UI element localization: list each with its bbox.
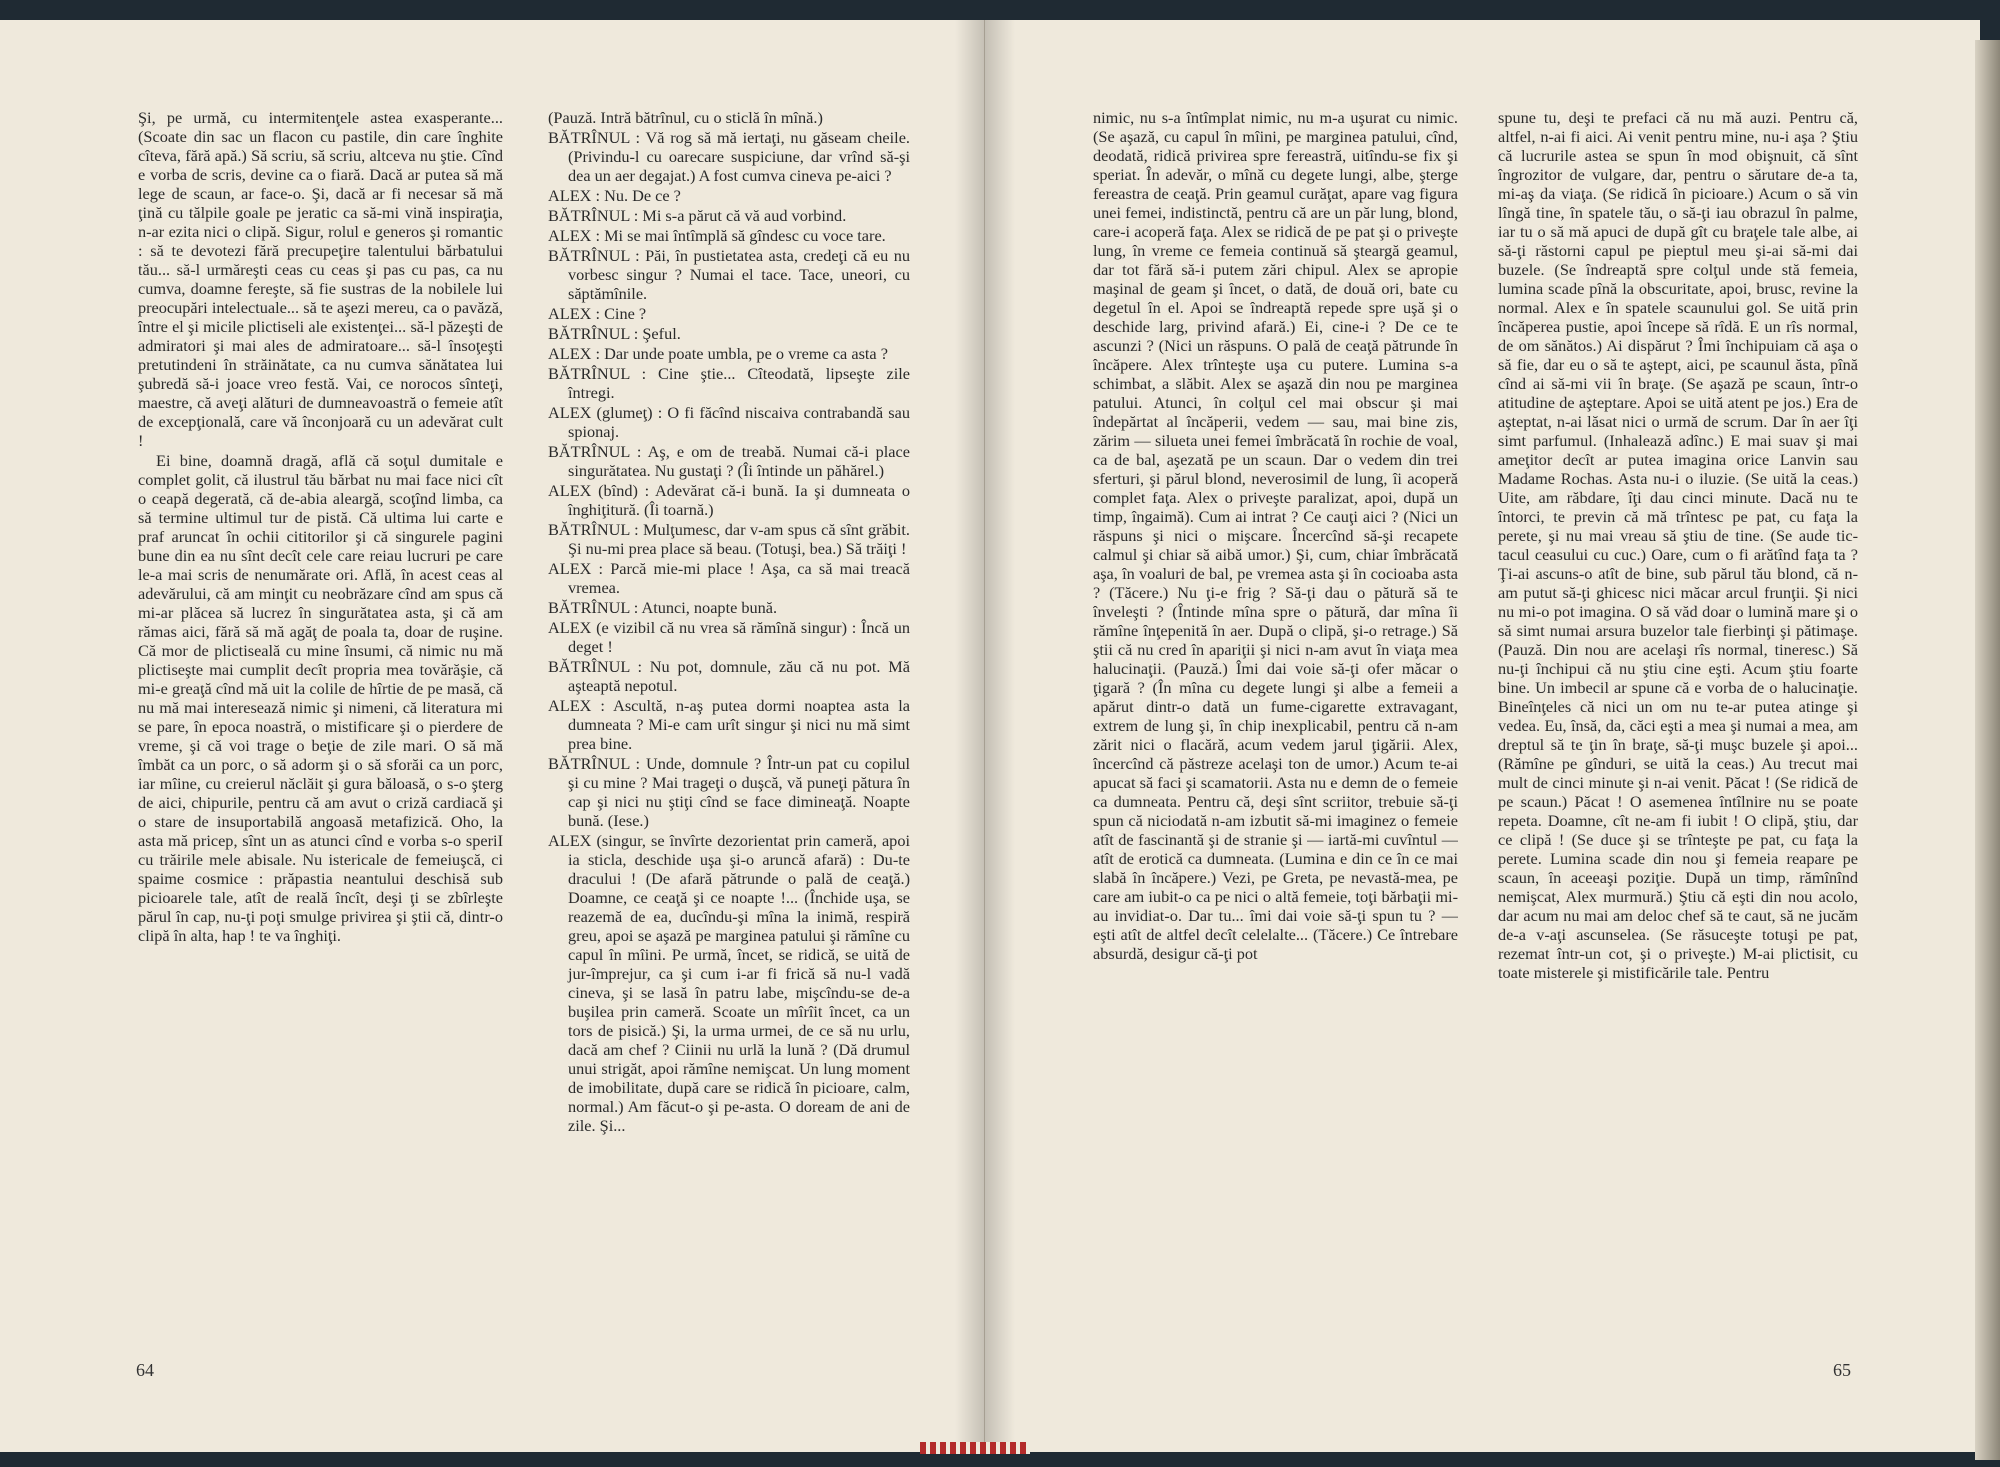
dialogue-line: ALEX (glumeţ) : O fi făcînd niscaiva contrabandă sau spionaj. [548, 403, 910, 441]
dialogue-line: BĂTRÎNUL : Nu pot, domnule, zău că nu pot. Mă aşteaptă nepotul. [548, 657, 910, 695]
dialogue-line: ALEX (singur, se învîrte dezorientat prin cameră, apoi ia sticla, deschide uşa şi-o aruncă afară) : Du-te dracului ! (De afară pătrunde o pală de ceaţă.) Doamne, ce ceaţă şi ce noapte !... (Închide uşa, se reazemă de ea, ducîndu-şi mîna la inimă, respiră greu, apoi se aşază pe marginea patului şi rămîne cu capul în mîini. Pe urmă, încet, se ridică, se uită de jur-împrejur, ca şi cum i-ar fi frică să nu-l vadă cineva, şi se lasă în patru labe, mişcîndu-se de-a buşilea prin cameră. Scoate un mîrîit încet, ca un tors de pisică.) Şi, la urma urmei, de ce să nu urlu, dacă am chef ? Ciinii nu urlă la lună ? (Dă drumul unui strigăt, apoi rămîne nemişcat. Un lung moment de imobilitate, după care se ridică în picioare, calm, normal.) Am făcut-o şi pe-asta. O doream de ani de zile. Şi... [548, 831, 910, 1135]
dialogue-line: ALEX : Mi se mai întîmplă să gîndesc cu voce tare. [548, 226, 886, 245]
dialogue-line: ALEX : Cine ? [548, 304, 647, 323]
left-column-1 [138, 108, 503, 1388]
paragraph: Şi, pe urmă, cu intermitenţele astea exasperante... (Scoate din sac un flacon cu pastile, din care înghite cîteva, fără apă.) Să scriu, să scriu, altceva nu ştie. Cînd e vorba de scris, devine ca o fiară. Dacă ar putea să mă lege de scaun, ar face-o. Şi, dacă ar fi necesar să mă ţină cu tălpile goale pe jeratic ca să-mi vină inspiraţia, n-ar ezita nici o clipă. Sigur, rolul e generos şi romantic : să te devotezi fără precupeţire talentului bărbatului tău... să-l urmăreşti ceas cu ceas şi pas cu pas, ca nu cumva, doamne fereşte, să fie sustras de la nobilele lui preocupări intelectuale... să te aşezi mereu, ca o pavăză, între el şi micile plictiseli ale existenţei... să-l păzeşti de admiratori şi mai ales de admiratoare... să-l însoţeşti pretutindeni în străinătate, ca nu cumva sănătatea lui şubredă să-i joace vreo festă. Vai, ce norocos sînteţi, maestre, că aveţi alături de dumneavoastră o femeie atît de excepţională, care vă înconjoară cu un adevărat cult ! [138, 108, 503, 450]
dialogue-line: BĂTRÎNUL : Păi, în pustietatea asta, credeţi că eu nu vorbesc singur ? Numai el tace. Tace, uneori, cu săptămînile. [548, 246, 910, 303]
paragraph: spune tu, deşi te prefaci că nu mă auzi. Pentru că, altfel, n-ai fi aici. Ai venit pentru mine, nu-i aşa ? Ştiu că lucrurile astea se spun în mod obişnuit, că sînt îngrozitor de vulgare, dar, pentru o sărutare de-a ta, mi-aş da viaţa. (Se ridică în picioare.) Acum o să vin lîngă tine, în spatele tău, o să-ţi iau obrazul în palme, iar tu o să mă apuci de după gît cu braţele tale albe, ai să-ţi răstorni capul pe pieptul meu şi-ai să-mi dai buzele. (Se îndreaptă spre colţul unde stă femeia, lumina scade pînă la obscuritate, apoi, brusc, revine la normal. Alex e în spatele scaunului gol. Se uită prin încăperea pustie, apoi începe să rîdă. E un rîs normal, de om sănătos.) Ai dispărut ? Îmi închipuiam că aşa o să fie, dar eu o să te aştept, aici, pe scaunul ăsta, pînă cînd ai să-mi vii în braţe. (Se aşază pe scaun, într-o atitudine de aşteptare. Apoi se uită atent pe jos.) Era de aşteptat, n-ai lăsat nici o urmă de scrum. Dar în aer îţi simt parfumul. (Inhalează adînc.) E mai suav şi mai ameţitor decît ar putea imagina orice Lanvin sau Madame Rochas. Asta nu-i o iluzie. (Se uită la ceas.) Uite, am răbdare, îţi dau cinci minute. Dacă nu te întorci, te previn că mă trîntesc pe pat, cu faţa la perete, şi nu mai vreau să ştiu de tine. (Se aude tic-tacul ceasului cu cuc.) Oare, cum o fi arătînd faţa ta ? Ţi-ai ascuns-o atît de bine, sub părul tău blond, că n-am putut să-ţi ghicesc nici măcar arcul frunţii. Şi nici nu mi-o pot imagina. O să văd doar o lumină mare şi o să simt numai arsura buzelor tale fierbinţi şi pătimaşe. (Pauză. Din nou are acelaşi rîs normal, tineresc.) Să nu-ţi închipui că nu ştiu cine eşti. Acum ştiu foarte bine. Un imbecil ar spune că e vorba de o halucinaţie. Bineînţeles că nici un om nu te-ar putea atinge şi vedea. Eu, însă, da, căci eşti a mea şi numai a mea, am dreptul să te ţin în braţe, să-ţi muşc buzele şi apoi... (Rămîne pe gînduri, se uită la ceas.) Au trecut mai mult de cinci minute şi n-ai venit. Păcat ! (Se ridică de pe scaun.) Păcat ! O asemenea întîlnire nu se poate repeta. Doamne, cît ne-am fi iubit ! O clipă, ştiu, dar ce clipă ! (Se duce şi se trînteşte pe pat, cu faţa la perete. Lumina scade din nou şi femeia reapare pe scaun, în aceeaşi poziţie. După un timp, rămînînd nemişcat, Alex murmură.) Ştiu că eşti din nou acolo, dar acum nu mai am deloc chef să te caut, să ne jucăm de-a v-aţi ascunselea. (Se răsuceşte totuşi pe pat, rezemat într-un cot, şi o priveşte.) M-ai plictisit, cu toate misterele şi mistificările tale. Pentru [1498, 108, 1858, 982]
right-page [985, 20, 1980, 1452]
page-number: 64 [136, 1360, 154, 1380]
left-page [0, 20, 985, 1452]
dialogue-line: ALEX (bînd) : Adevărat că-i bună. Ia şi dumneata o înghiţitură. (Îi toarnă.) [548, 481, 910, 519]
stage-direction: (Pauză. Intră bătrînul, cu o sticlă în mînă.) [548, 108, 823, 127]
dialogue-line: BĂTRÎNUL : Mi s-a părut că vă aud vorbind. [548, 206, 847, 225]
dialogue-line: BĂTRÎNUL : Vă rog să mă iertaţi, nu găseam cheile. (Privindu-l cu oarecare suspiciune, dar vrînd să-şi dea un aer degajat.) A fost cumva cineva pe-aici ? [548, 128, 910, 185]
paragraph: Ei bine, doamnă dragă, află că soţul dumitale e complet golit, că ilustrul tău bărbat nu mai face nici cît o ceapă degerată, că de-abia aleargă, scoţînd limba, ca să termine ultimul tur de pistă. Că ultima lui carte e praf aruncat în ochii cititorilor şi că singurele pagini bune din ea nu sînt decît cele care reiau lucruri pe care le-a mai scris de nenumărate ori. Află, în acest ceas al adevărului, că am minţit cu neobrăzare cînd am spus că mi-ar plăcea să lucrez în singurătatea asta, şi că am rămas aici, fără să mă agăţ de poala ta, doar de ruşine. Că mor de plictiseală cu mine însumi, că nimic nu mă plictiseşte mai cumplit decît propria mea tovărăşie, că mi-e greaţă cînd mă uit la colile de hîrtie de pe masă, că nu mă mai interesează nimic şi nimeni, că literatura mi se pare, în epoca noastră, o mistificare şi o pierdere de vreme, şi că voi trage o beţie de zile mari. O să mă îmbăt ca un porc, o să adorm şi o să sforăi ca un porc, iar mîine, cu creierul năclăit şi gura băloasă, o s-o şterg de aici, chipurile, pentru că am avut o criză cardiacă şi o stare de insuportabilă angoasă metafizică. Oho, la asta mă pricep, sînt un as atunci cînd e vorba s-o speriI cu trăirile mele abisale. Nu istericale de femeiuşcă, ci spaime cosmice : prăpastia neantului deschisă sub picioarele tale, atît de reală încît, deşi ţi se zbîrleşte părul în cap, nu-ţi poţi smulge privirea şi ştii că, dintr-o clipă în alta, hap ! te va înghiţi. [138, 451, 503, 945]
right-column-2 [1498, 108, 1858, 1388]
dialogue-line: ALEX : Parcă mie-mi place ! Aşa, ca să mai treacă vremea. [548, 559, 910, 597]
dialogue-line: ALEX : Ascultă, n-aş putea dormi noaptea asta la dumneata ? Mi-e cam urît singur şi nici nu mă simt prea bine. [548, 696, 910, 753]
bookmark-ribbon [920, 1442, 1030, 1454]
dialogue-line: BĂTRÎNUL : Mulţumesc, dar v-am spus că sînt grăbit. Şi nu-mi prea place să beau. (Totuşi, bea.) Să trăiţi ! [548, 520, 910, 558]
dialogue-line: ALEX (e vizibil că nu vrea să rămînă singur) : Încă un deget ! [548, 618, 910, 656]
dialogue-line: BĂTRÎNUL : Atunci, noapte bună. [548, 598, 778, 617]
left-column-2 [548, 108, 910, 1388]
paragraph: nimic, nu s-a întîmplat nimic, nu m-a uşurat cu nimic. (Se aşază, cu capul în mîini, pe marginea patului, cînd, deodată, ridică privirea spre fereastră, uitîndu-se fix şi speriat. În adevăr, o mînă cu degete lungi, albe, şterge fereastra de ceaţă. Prin geamul curăţat, apare vag figura unei femei, indistinctă, pentru că are un păr lung, blond, care-i acoperă faţa. Alex se ridică de pe pat şi o priveşte lung, în vreme ce femeia continuă să şteargă geamul, dar tot fără să-i putem zări chipul. Alex se apropie maşinal de geam şi încet, o dată, de două ori, bate cu degetul în el. Apoi se îndreaptă repede spre uşă şi o deschide larg, privind afară.) Ei, cine-i ? De ce te ascunzi ? (Nici un răspuns. O pală de ceaţă pătrunde în încăpere. Alex trînteşte uşa cu putere. Lumina s-a schimbat, a slăbit. Alex se aşază din nou pe marginea patului. Atunci, în colţul cel mai obscur şi mai îndepărtat al încăperii, vedem — sau, mai bine zis, zărim — silueta unei femei îmbrăcată în rochie de voal, ca de bal, aşezată pe un scaun. Dar o vedem din trei sferturi, şi părul blond, neverosimil de lung, îi acoperă complet faţa. Alex o priveşte paralizat, apoi, după un timp, îngaimă). Cum ai intrat ? Ce cauţi aici ? (Nici un răspuns şi nici o mişcare. Încercînd să-şi recapete calmul şi chiar să aibă umor.) Şi, cum, chiar îmbrăcată aşa, în voaluri de bal, pe vremea asta şi în cocioaba asta ? (Tăcere.) Nu ţi-e frig ? Să-ţi dau o pătură să te înveleşti ? (Întinde mîna spre o pătură, dar mîna îi rămîne înţepenită în aer. După o clipă, şi-o retrage.) Să ştii că nu cred în apariţii şi nici n-am avut în viaţa mea halucinaţii. (Pauză.) Îmi dai voie să-ţi ofer măcar o ţigară ? (În mîna cu degete lungi şi albe a femeii a apărut dintr-o dată un fume-cigarette extravagant, extrem de lung şi, în chip inexplicabil, pentru că n-am zărit nici o flacără, acum vedem jarul ţigării. Alex, încercînd că păstreze acelaşi ton de umor.) Acum te-ai apucat să faci şi scamatorii. Asta nu e demn de o femeie ca dumneata. Pentru că, deşi sînt scriitor, trebuie să-ţi spun că niciodată n-am izbutit să-mi imaginez o femeie atît de fascinantă şi de stranie şi — iartă-mi cuvîntul — atît de erotică ca dumneata. (Lumina e din ce în ce mai slabă în încăpere.) Vezi, pe Greta, pe nevastă-mea, pe care am iubit-o ca pe nici o altă femeie, toţi bărbaţii mi-au invidiat-o. Dar tu... îmi dai voie să-ţi spun tu ? — eşti atît de altfel decît celelalte... (Tăcere.) Ce întrebare absurdă, desigur că-ţi pot [1093, 108, 1458, 963]
page-edges [1975, 40, 2000, 1460]
dialogue-line: ALEX : Nu. De ce ? [548, 186, 681, 205]
dialogue-line: BĂTRÎNUL : Şeful. [548, 324, 681, 343]
dialogue-line: ALEX : Dar unde poate umbla, pe o vreme ca asta ? [548, 344, 888, 363]
right-column-1 [1093, 108, 1458, 1388]
page-number: 65 [1833, 1360, 1851, 1380]
dialogue-line: BĂTRÎNUL : Cine ştie... Cîteodată, lipseşte zile întregi. [548, 364, 910, 402]
dialogue-line: BĂTRÎNUL : Unde, domnule ? Într-un pat cu copilul şi cu mine ? Mai trageţi o duşcă, vă puneţi pătura în cap şi nici nu ştiţi cînd se face dimineaţă. Noapte bună. (Iese.) [548, 754, 910, 830]
dialogue-line: BĂTRÎNUL : Aş, e om de treabă. Numai că-i place singurătatea. Nu gustaţi ? (Îi întinde un păhărel.) [548, 442, 910, 480]
